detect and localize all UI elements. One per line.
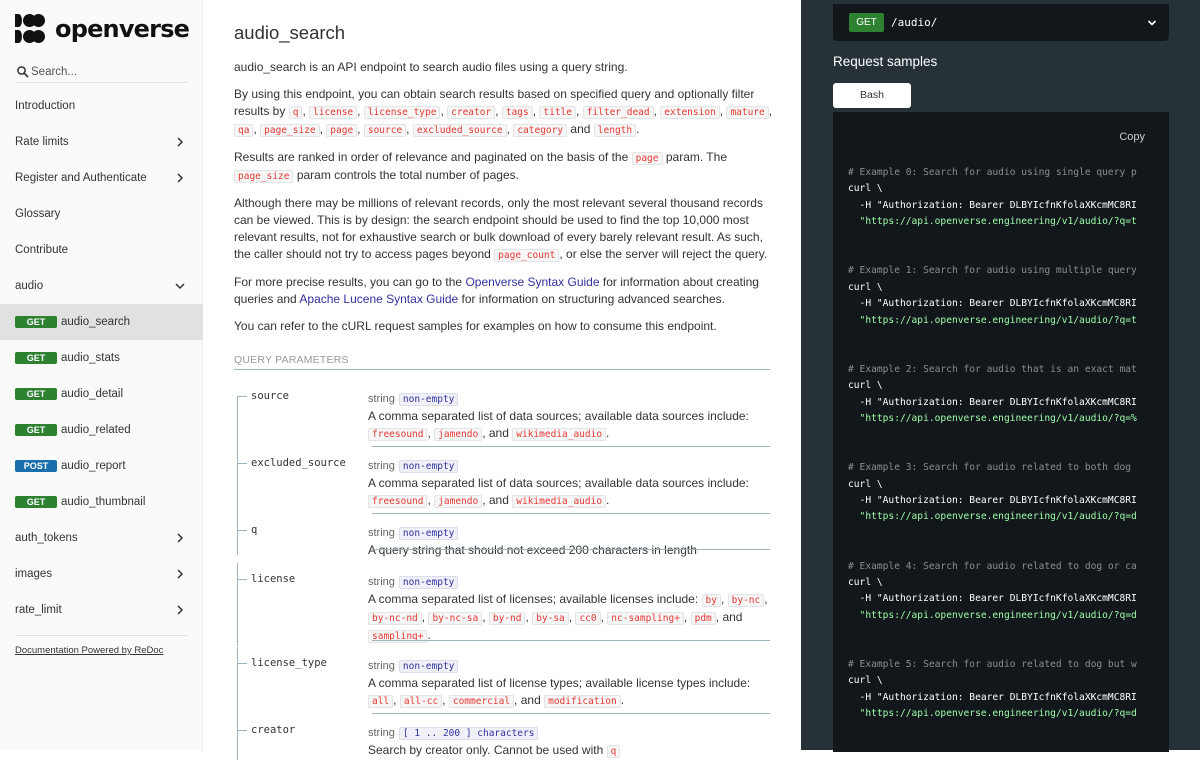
copy-button[interactable]: Copy [1119, 131, 1145, 143]
sidebar-item-label: audio_detail [61, 388, 124, 400]
sidebar-footer [15, 635, 187, 656]
param-value: sampling+ [368, 630, 427, 643]
code-line: curl \ [848, 380, 883, 392]
code-line: -H "Authorization: Bearer DLBYIcfnKfolaXKcmMC8RI [848, 298, 1137, 310]
param-info: string non-empty A comma separated list of licenses; available licenses include: by , by-nc , by-nc-nd , by-nc-sa , by-nd , by-sa , cc0 , nc-sampling+ , pdm , and sampling+ . [368, 576, 768, 642]
sidebar-item-label: auth_tokens [15, 532, 78, 544]
inline-code: page [326, 124, 357, 137]
inline-code: license_type [364, 106, 441, 119]
param-type: string [368, 460, 395, 472]
param-type: string [368, 727, 395, 739]
code-example [848, 165, 1137, 263]
chevron-right-icon [175, 605, 185, 615]
param-name: excluded_source [251, 457, 346, 469]
inline-code: excluded_source [413, 124, 507, 137]
and-text: and [570, 122, 591, 136]
endpoint-description [234, 59, 774, 345]
tree-line [237, 447, 238, 519]
inline-code: q [289, 106, 303, 119]
code-line: # Example 2: Search for audio that is an exact mat [848, 363, 1137, 375]
param-separator [372, 446, 770, 447]
code-line: # Example 0: Search for audio using single query p [848, 167, 1137, 178]
inline-code: qa [234, 124, 253, 137]
param-type: string [368, 527, 395, 539]
inline-code: source [364, 124, 406, 137]
sidebar-item-contribute[interactable] [0, 232, 203, 268]
param-info [368, 724, 772, 760]
param-name: license_type [251, 657, 327, 669]
request-samples-panel [801, 0, 1200, 750]
code-line: "https://api.openverse.engineering/v1/audio/?q=% [848, 413, 1137, 424]
sidebar-item-introduction[interactable] [0, 88, 203, 124]
param-value: q [607, 745, 621, 758]
param-constraint: non-empty [399, 393, 458, 406]
code-example [848, 460, 1137, 558]
and-text: and [488, 493, 509, 507]
param-value: cc0 [575, 612, 600, 625]
sidebar-item-label: audio_report [61, 460, 126, 472]
inline-code: license [309, 106, 357, 119]
param-separator [372, 549, 770, 550]
code-line: "https://api.openverse.engineering/v1/audio/?q=t [848, 216, 1137, 228]
sidebar-item-audio-report[interactable] [0, 448, 203, 484]
search-icon [15, 64, 31, 80]
openverse-logo[interactable] [15, 14, 189, 44]
sidebar-item-label: audio [15, 280, 44, 292]
code-example [848, 263, 1137, 361]
endpoint-path: /audio/ [891, 16, 938, 29]
sidebar-item-rate-limits[interactable] [0, 124, 203, 160]
curl-samples-paragraph: You can refer to the cURL request samples for examples on how to consume this endpoint. [234, 319, 717, 333]
method-badge: GET [15, 352, 57, 364]
sidebar-item-audio-thumbnail[interactable] [0, 484, 203, 520]
sidebar-item-label: Register and Authenticate [15, 172, 147, 184]
chevron-right-icon [175, 533, 185, 543]
param-name: q [251, 524, 258, 536]
param-description: Search by creator only. Cannot be used with [368, 743, 604, 757]
param-value: wikimedia_audio [512, 428, 606, 441]
page-title: audio_search [234, 22, 346, 43]
inline-code: filter_dead [583, 106, 654, 119]
sidebar-item-audio[interactable] [0, 268, 203, 304]
code-example [848, 657, 1137, 755]
method-badge: GET [849, 13, 884, 32]
sidebar-item-register-and-authenticate[interactable] [0, 160, 203, 196]
chevron-right-icon [175, 173, 185, 183]
inline-code: page_count [494, 249, 559, 262]
sidebar-item-label: Glossary [15, 208, 61, 220]
limits-paragraph: Although there may be millions of relevant records, only the most relevant several thousand records can be viewed. This is by design: the search endpoint should be used to find the top 10,000 most relevant results, not for exhaustive search or bulk download of every barely relevant result. As such, the caller should not try to access pages beyond page_count , or else the server will reject the query. [234, 196, 768, 261]
search-input[interactable] [31, 66, 181, 78]
sidebar-item-label: Introduction [15, 100, 76, 112]
inline-code: length [594, 124, 636, 137]
inline-code: tags [502, 106, 533, 119]
param-name: source [251, 390, 289, 402]
code-line: # Example 1: Search for audio using multiple query [848, 265, 1137, 277]
code-line: -H "Authorization: Bearer DLBYIcfnKfolaXKcmMC8RI [848, 199, 1137, 211]
sidebar-item-audio-stats[interactable] [0, 340, 203, 376]
ranking-paragraph: Results are ranked in order of relevance and paginated on the basis of the page param. The page_size param controls the total number of pages. [234, 150, 727, 182]
chevron-down-icon[interactable] [1147, 18, 1157, 28]
code-example [848, 362, 1137, 460]
code-line: curl \ [848, 183, 883, 195]
param-value: modification [544, 695, 621, 708]
inline-code: creator [447, 106, 495, 119]
param-info: string non-empty A comma separated list of license types; available license types include: all , all-cc , commercial , and modification . [368, 660, 751, 707]
and-text: and [520, 693, 541, 707]
param-description: A comma separated list of data sources; available data sources include: [368, 476, 749, 490]
inline-code: page_size [260, 124, 319, 137]
inline-code: extension [660, 106, 719, 119]
param-value: nc-sampling+ [607, 612, 684, 625]
sidebar-nav [0, 88, 203, 628]
param-separator [372, 640, 770, 641]
chevron-right-icon [175, 569, 185, 579]
and-text: and [488, 426, 509, 440]
param-description: A comma separated list of data sources; available data sources include: [368, 409, 749, 423]
param-value: freesound [368, 428, 427, 441]
param-info [368, 524, 772, 559]
param-value: by-nc-sa [428, 612, 482, 625]
param-value: freesound [368, 495, 427, 508]
param-name: creator [251, 724, 296, 736]
inline-code: title [539, 106, 576, 119]
code-line: -H "Authorization: Bearer DLBYIcfnKfolaXKcmMC8RI [848, 396, 1137, 408]
main-content [204, 0, 801, 757]
code-line: -H "Authorization: Bearer DLBYIcfnKfolaXKcmMC8RI [848, 691, 1137, 703]
filter-params-list: q , license , license_type , creator , tags , title , filter_dead , extension , mature , qa , page_size , page , source , excluded_source , category and length . [234, 104, 772, 136]
sidebar-item-label: audio_thumbnail [61, 496, 146, 508]
sidebar-item-audio-related[interactable] [0, 412, 203, 448]
param-value: all-cc [400, 695, 442, 708]
param-separator [372, 513, 770, 514]
logo-text: openverse [55, 15, 190, 43]
code-line: curl \ [848, 478, 883, 490]
method-badge: GET [15, 424, 57, 436]
sidebar [0, 0, 203, 750]
method-badge: GET [15, 496, 57, 508]
code-line: # Example 5: Search for audio related to dog but w [848, 658, 1137, 670]
method-badge: GET [15, 388, 57, 400]
param-separator [372, 713, 770, 714]
redoc-link[interactable]: Documentation Powered by ReDoc [15, 645, 164, 656]
filter-paragraph: By using this endpoint, you can obtain search results based on specified query and optionally filter results by q , license , license_type , creator , tags , title , filter_dead , extension , mature , qa , page_size , page , source , excluded_source , category and length . [234, 87, 773, 136]
sidebar-item-label: Contribute [15, 244, 69, 256]
param-description: A comma separated list of license types; available license types include: [368, 676, 751, 690]
chevron-down-icon [175, 281, 185, 291]
param-constraint: non-empty [399, 660, 458, 673]
param-description: A comma separated list of licenses; available licenses include: [368, 592, 699, 606]
param-value: jamendo [434, 428, 482, 441]
param-constraint: non-empty [399, 576, 458, 589]
param-constraint: non-empty [399, 460, 458, 473]
param-value: by [702, 594, 721, 607]
sidebar-item-audio-detail[interactable] [0, 376, 203, 412]
sidebar-item-glossary[interactable] [0, 196, 203, 232]
sidebar-item-images[interactable] [0, 556, 203, 592]
and-text: and [722, 610, 743, 624]
tree-line [237, 563, 238, 646]
code-line: "https://api.openverse.engineering/v1/audio/?q=t [848, 314, 1137, 326]
search-box[interactable] [15, 62, 187, 83]
param-description: A query string that should not exceed 200 characters in length [368, 543, 697, 557]
param-value: all [368, 695, 393, 708]
inline-code: mature [726, 106, 768, 119]
endpoint-bar[interactable] [833, 4, 1169, 41]
sidebar-item-label: Rate limits [15, 136, 69, 148]
param-value: jamendo [434, 495, 482, 508]
code-line: curl \ [848, 675, 883, 687]
param-type: string [368, 576, 395, 588]
intro-paragraph: audio_search is an API endpoint to search audio files using a query string. [234, 60, 628, 74]
sidebar-item-label: audio_related [61, 424, 131, 436]
sidebar-item-audio-search[interactable] [0, 304, 203, 340]
tree-line [237, 647, 238, 719]
param-value: by-nc [728, 594, 765, 607]
code-block [848, 165, 1137, 755]
method-badge: POST [15, 460, 57, 472]
param-name: license [251, 573, 296, 585]
inline-code: page_size [234, 170, 293, 183]
code-line: "https://api.openverse.engineering/v1/audio/?q=d [848, 708, 1137, 720]
code-example [848, 559, 1137, 657]
param-value: by-sa [532, 612, 569, 625]
sidebar-item-label: audio_search [61, 316, 131, 328]
openverse-syntax-guide-link[interactable]: Openverse Syntax Guide [465, 275, 600, 289]
code-line: -H "Authorization: Bearer DLBYIcfnKfolaXKcmMC8RI [848, 593, 1137, 605]
code-line: "https://api.openverse.engineering/v1/audio/?q=d [848, 511, 1137, 523]
param-value: commercial [449, 695, 514, 708]
chevron-right-icon [175, 137, 185, 147]
sidebar-item-label: audio_stats [61, 352, 120, 364]
request-samples-title: Request samples [833, 54, 938, 69]
param-value: by-nd [489, 612, 526, 625]
query-parameters-header: QUERY PARAMETERS [234, 354, 770, 370]
code-line: "https://api.openverse.engineering/v1/audio/?q=d [848, 609, 1137, 621]
sidebar-item-rate-limit[interactable] [0, 592, 203, 628]
param-type: string [368, 393, 395, 405]
lucene-syntax-guide-link[interactable]: Apache Lucene Syntax Guide [299, 292, 459, 306]
code-line: -H "Authorization: Bearer DLBYIcfnKfolaXKcmMC8RI [848, 494, 1137, 506]
param-type: string [368, 660, 395, 672]
param-value: by-nc-nd [368, 612, 422, 625]
code-line: curl \ [848, 576, 883, 588]
sidebar-item-label: images [15, 568, 53, 580]
code-line: # Example 4: Search for audio related to dog or ca [848, 560, 1137, 572]
code-line: curl \ [848, 281, 883, 293]
inline-code: category [513, 124, 567, 137]
tab-bash[interactable]: Bash [833, 83, 911, 108]
param-info: string non-empty A comma separated list of data sources; available data sources include: freesound , jamendo , and wikimedia_audio . [368, 460, 749, 507]
openverse-logo-icon [15, 14, 45, 44]
method-badge: GET [15, 316, 57, 328]
inline-code: page [632, 152, 663, 165]
param-value: wikimedia_audio [512, 495, 606, 508]
param-constraint: non-empty [399, 527, 458, 540]
sidebar-item-label: rate_limit [15, 604, 62, 616]
param-info: string non-empty A comma separated list of data sources; available data sources include: freesound , jamendo , and wikimedia_audio . [368, 393, 749, 440]
tree-line [237, 514, 238, 555]
sidebar-item-auth-tokens[interactable] [0, 520, 203, 556]
param-constraint: [ 1 .. 200 ] characters [399, 727, 539, 740]
syntax-paragraph: For more precise results, you can go to the Openverse Syntax Guide for information about creating queries and Apache Lucene Syntax Guide for information on structuring advanced searches. [234, 275, 759, 306]
code-sample [833, 112, 1169, 752]
tree-line [237, 714, 238, 760]
code-line: # Example 3: Search for audio related to both dog [848, 462, 1132, 474]
param-value: pdm [691, 612, 716, 625]
